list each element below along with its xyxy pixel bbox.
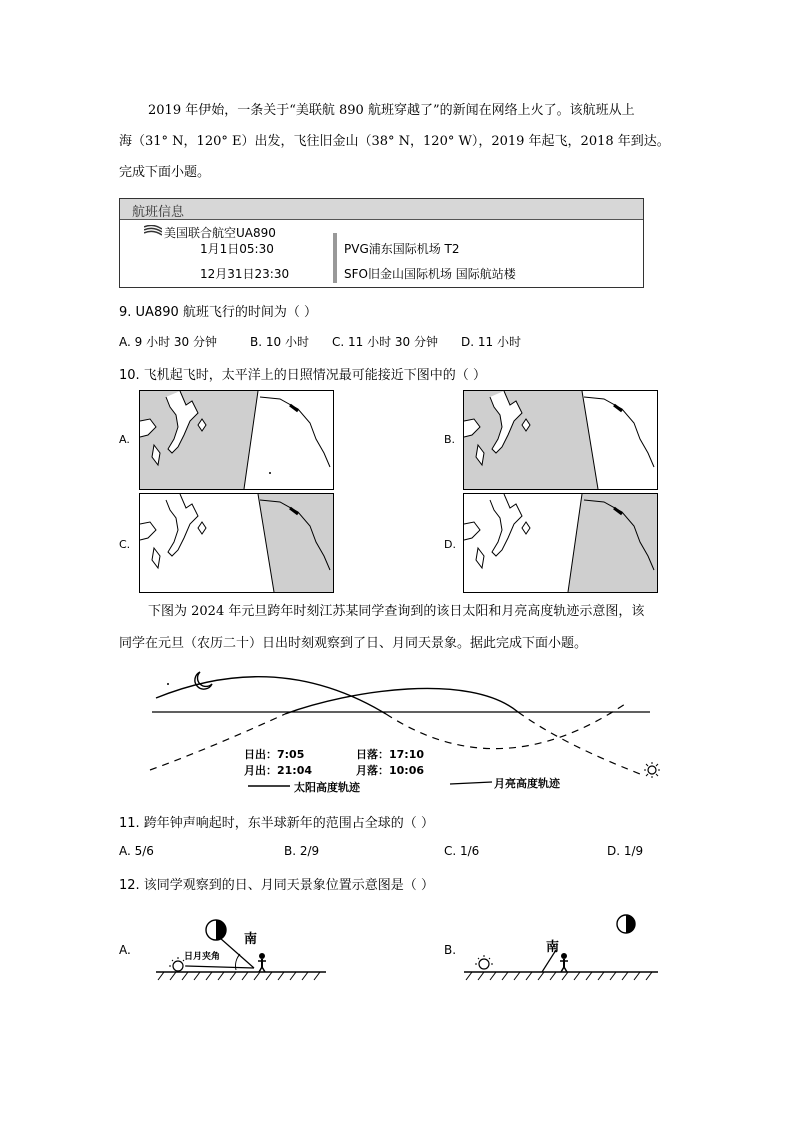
q12-option-a: A. [119, 943, 131, 957]
q9-option-a: A. 9 小时 30 分钟 [119, 335, 217, 349]
intro-line-3: 完成下面小题。 [119, 165, 211, 180]
intro2-line-1: 下图为 2024 年元旦跨年时刻江苏某同学查询到的该日太阳和月亮高度轨迹示意图，该 [148, 604, 645, 619]
intro2-line-2: 同学在元旦（农历二十）日出时刻观察到了日、月同天景象。据此完成下面小题。 [119, 636, 588, 651]
map-a-figure [140, 391, 333, 489]
q11-stem: 11. 跨年钟声响起时，东半球新年的范围占全球的（ ） [119, 816, 434, 831]
angle-label: 日月夹角 [184, 952, 221, 962]
moon-legend-label: 月亮高度轨迹 [494, 777, 560, 790]
q11-option-a: A. 5/6 [119, 844, 154, 858]
intro-line-1: 2019 年伊始，一条关于“美联航 890 航班穿越了”的新闻在网络上火了。该航班从上 [148, 103, 635, 118]
q11-option-d: D. 1/9 [607, 844, 644, 858]
sun-icon [475, 955, 493, 969]
person-icon [560, 953, 568, 972]
q9-option-d: D. 11 小时 [461, 335, 521, 349]
flight-divider [333, 233, 337, 283]
map-b [463, 390, 658, 490]
map-c-figure [140, 494, 333, 592]
q12-figure-a-svg [150, 910, 330, 990]
intro-line-2: 海（31° N，120° E）出发，飞往旧金山（38° N，120° W），2019 年起飞，2018 年到达。 [119, 134, 670, 149]
sun-icon [644, 762, 660, 778]
departure-airport: PVG浦东国际机场 T2 [344, 242, 460, 256]
q10-label-d: D. [444, 538, 456, 551]
person-icon [258, 953, 266, 972]
moon-icon [206, 920, 226, 940]
q12-figure-b-svg [462, 910, 662, 990]
sun-legend-label: 太阳高度轨迹 [294, 781, 360, 794]
moonrise-label: 月出：21:04 [244, 764, 313, 777]
q10-stem: 10. 飞机起飞时，太平洋上的日照情况最可能接近下图中的（ ） [119, 368, 486, 383]
q12-figure-b [462, 910, 662, 990]
airline-name: 美国联合航空UA890 [164, 226, 276, 240]
south-label-b: 南 [546, 940, 560, 955]
trajectory-diagram [140, 662, 670, 792]
q10-label-b: B. [444, 433, 456, 446]
map-c [139, 493, 334, 593]
moon-icon [617, 915, 635, 933]
south-label-a: 南 [244, 932, 258, 947]
q9-option-b: B. 10 小时 [250, 335, 309, 349]
q9-stem: 9. UA890 航班飞行的时间为（ ） [119, 305, 318, 320]
moon-icon [195, 672, 212, 689]
q12-option-b: B. [444, 943, 457, 957]
q11-option-c: C. 1/6 [444, 844, 480, 858]
sunset-label: 日落：17:10 [356, 748, 425, 761]
flight-info-box [119, 198, 644, 288]
map-d [463, 493, 658, 593]
departure-time: 1月1日05:30 [200, 242, 274, 256]
q10-label-a: A. [119, 433, 130, 446]
flight-info-header-text: 航班信息 [132, 205, 185, 220]
q12-figure-a [150, 910, 330, 990]
arrival-airport: SFO旧金山国际机场 国际航站楼 [344, 267, 516, 281]
map-b-figure [464, 391, 657, 489]
sunrise-label: 日出：7:05 [244, 748, 305, 761]
q11-option-b: B. 2/9 [284, 844, 320, 858]
q12-stem: 12. 该同学观察到的日、月同天景象位置示意图是（ ） [119, 878, 434, 893]
flight-info-header [120, 199, 643, 220]
moonset-label: 月落：10:06 [356, 764, 425, 777]
map-a [139, 390, 334, 490]
q10-label-c: C. [119, 538, 131, 551]
airline-logo-icon [144, 225, 162, 237]
q9-option-c: C. 11 小时 30 分钟 [332, 335, 438, 349]
map-d-figure [464, 494, 657, 592]
arrival-time: 12月31日23:30 [200, 267, 290, 281]
